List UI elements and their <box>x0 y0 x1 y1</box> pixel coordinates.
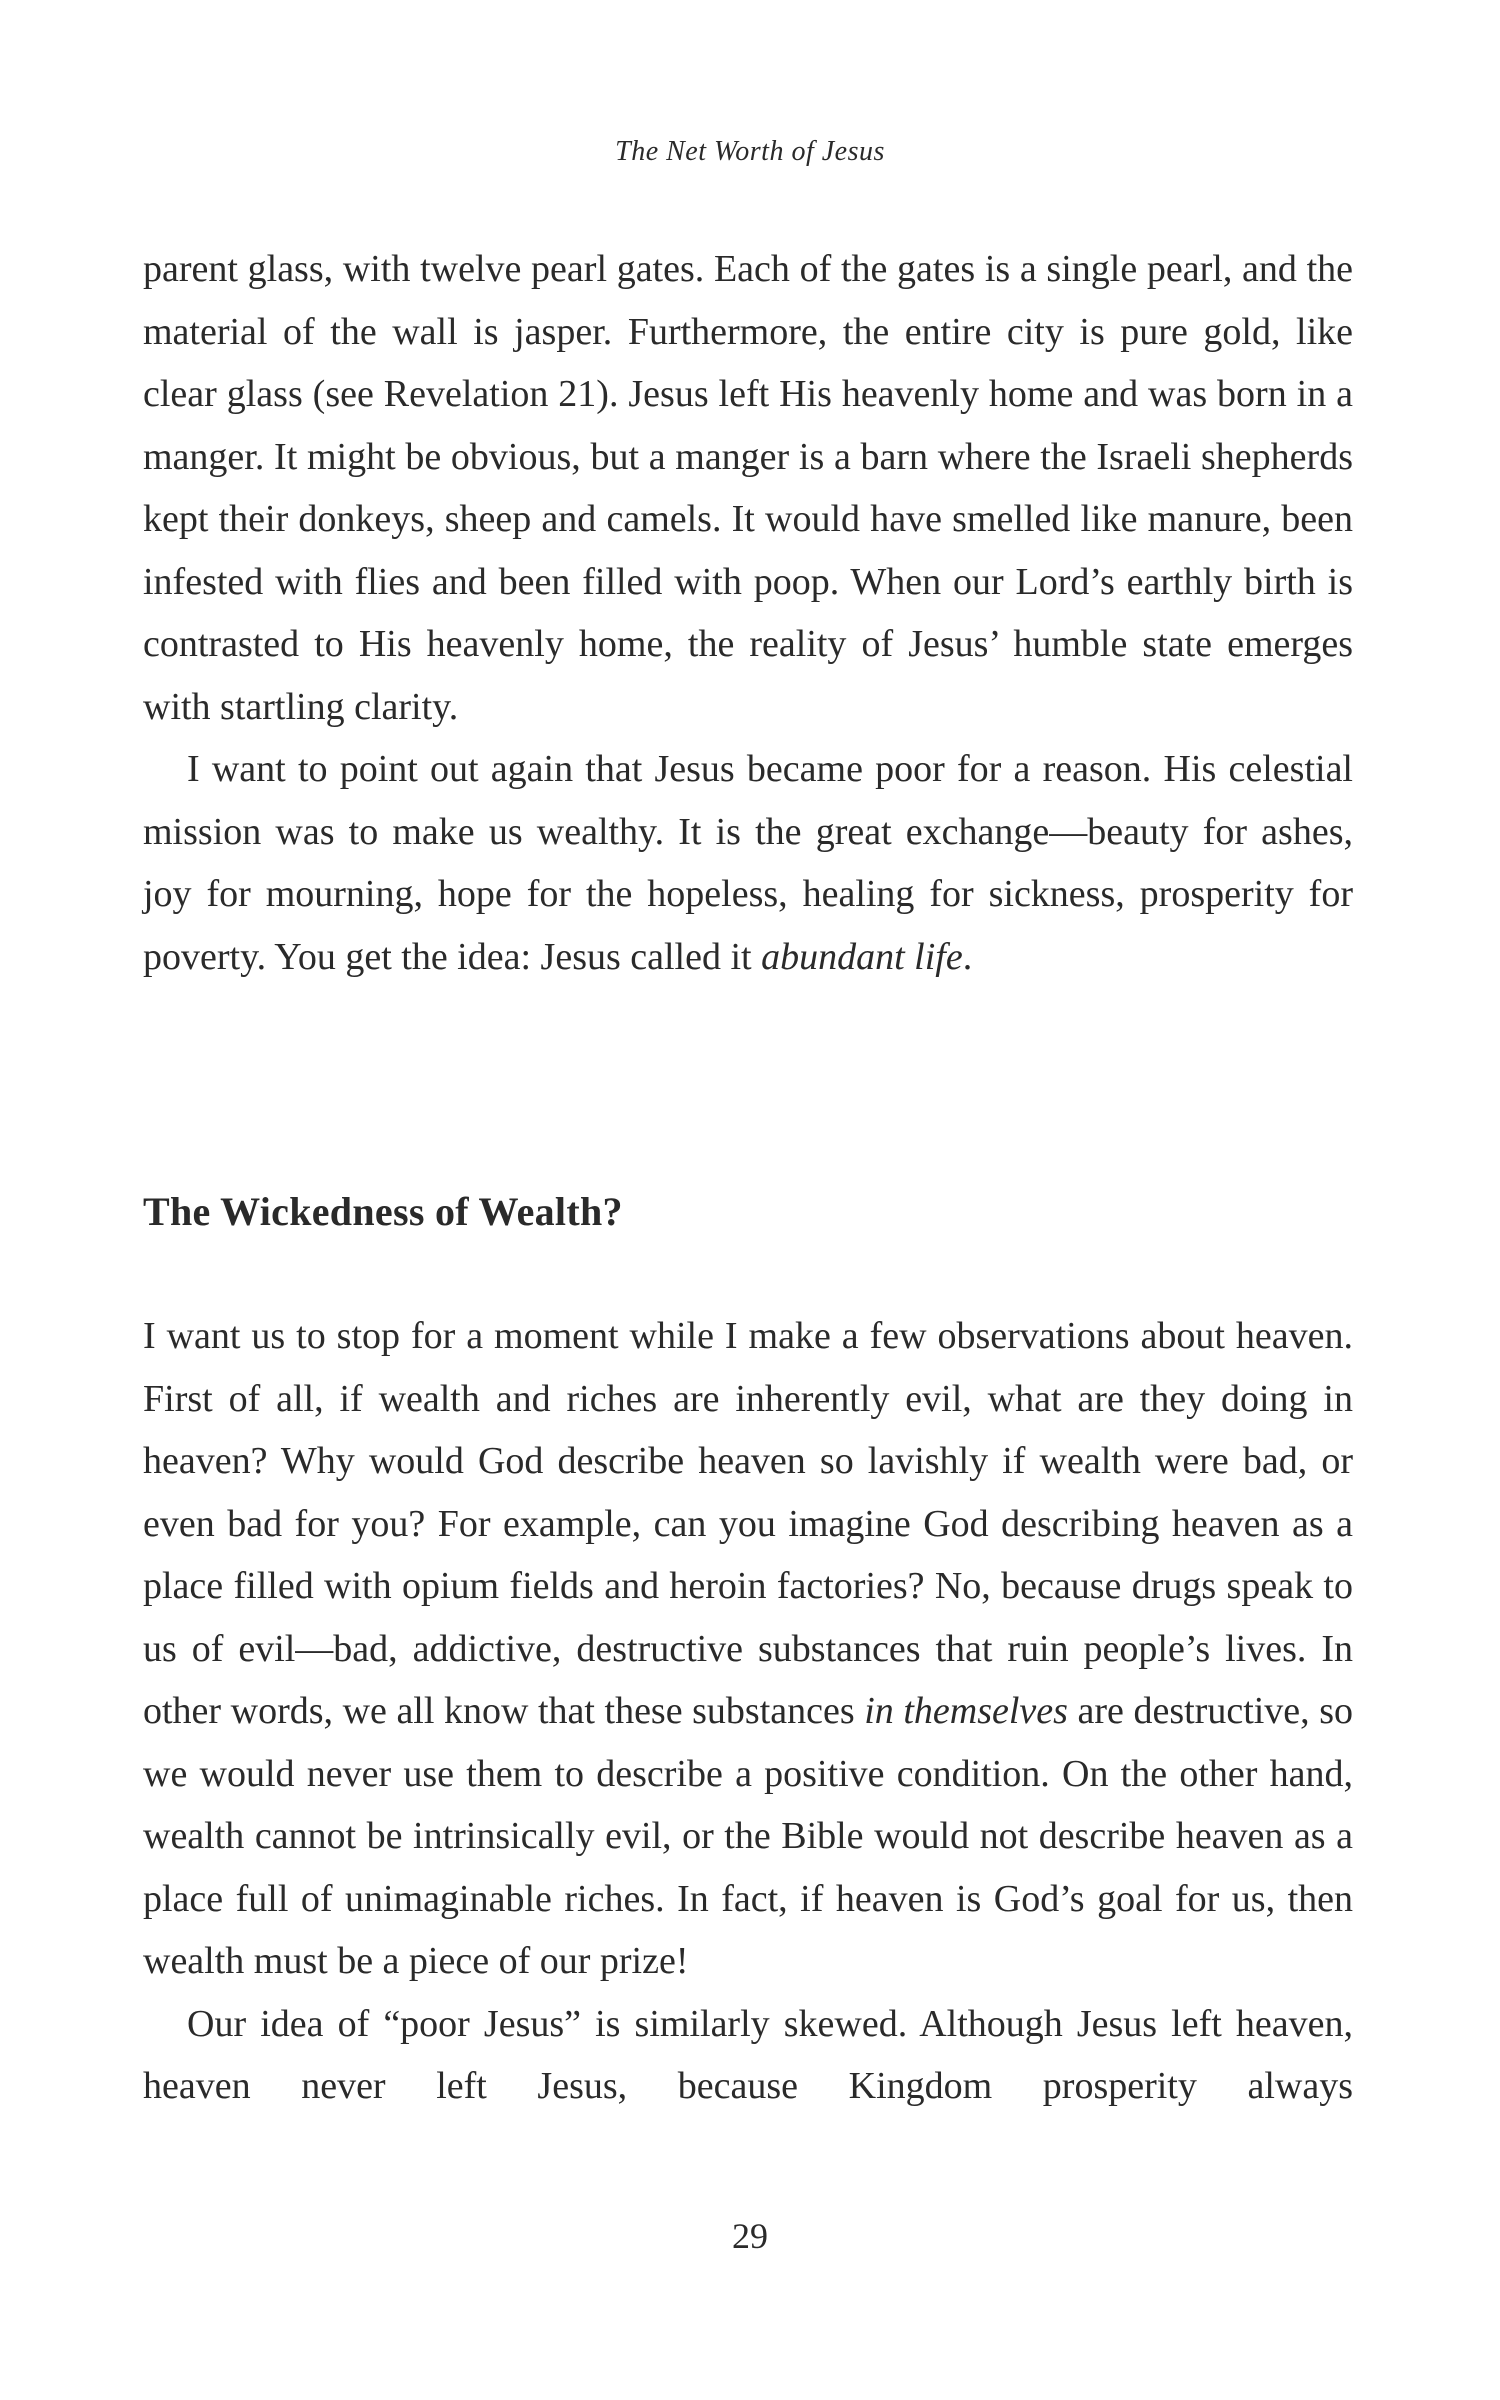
paragraph-text-b: are destructive, so we would never use them to describe a positive condition. On the other hand, wealth cannot be intrinsically evil, or the Bible would not describe heaven as a place full of unimaginable riches. In fact, if heaven is God’s goal for us, then wealth must be a piece of our prize! <box>143 1690 1354 1982</box>
paragraph-great-exchange <box>143 738 1353 988</box>
running-head: The Net Worth of Jesus <box>615 136 885 167</box>
emphasis-abundant-life: abundant life <box>761 935 963 978</box>
paragraph-poor-jesus: Our idea of “poor Jesus” is similarly skewed. Although Jesus left heaven, heaven never left Jesus, because Kingdom prosperity always <box>143 2002 1353 2107</box>
emphasis-in-themselves: in themselves <box>864 1690 1068 1732</box>
body-text-block-1 <box>143 238 1353 988</box>
paragraph-end: . <box>962 935 973 978</box>
paragraph-observations <box>143 1305 1353 1993</box>
paragraph-text: I want to point out again that Jesus became poor for a reason. His celestial mission was to make us wealthy. It is the great exchange—beauty for ashes, joy for mourning, hope for the hopeless, healing for sickness, prosperity for poverty. You get the idea: Jesus called it <box>143 748 1353 978</box>
section-heading: The Wickedness of Wealth? <box>143 1189 623 1234</box>
paragraph-text-a: I want us to stop for a moment while I make a few observations about heaven. First of all, if wealth and riches are inherently evil, what are they doing in heaven? Why would God describe heaven so lavishly if wealth were bad, or even bad for you? For example, can you imagine God describing heaven as a place filled with opium fields and heroin factories? No, because drugs speak to us of evil—bad, addictive, destructive substances that ruin people’s lives. In other words, we all know that these substances <box>143 1315 1353 1732</box>
page-number: 29 <box>732 2216 768 2256</box>
body-text-block-2 <box>143 1305 1353 2118</box>
paragraph-continued: parent glass, with twelve pearl gates. Each of the gates is a single pearl, and the material of the wall is jasper. Furthermore, the entire city is pure gold, like clear glass (see Revelation 21). Jesus left His heavenly home and was born in a manger. It might be obvious, but a manger is a barn where the Israeli shepherds kept their donkeys, sheep and camels. It would have smelled like manure, been infested with flies and been filled with poop. When our Lord’s earthly birth is contrasted to His heavenly home, the reality of Jesus’ humble state emerges with startling clarity. <box>143 248 1353 728</box>
